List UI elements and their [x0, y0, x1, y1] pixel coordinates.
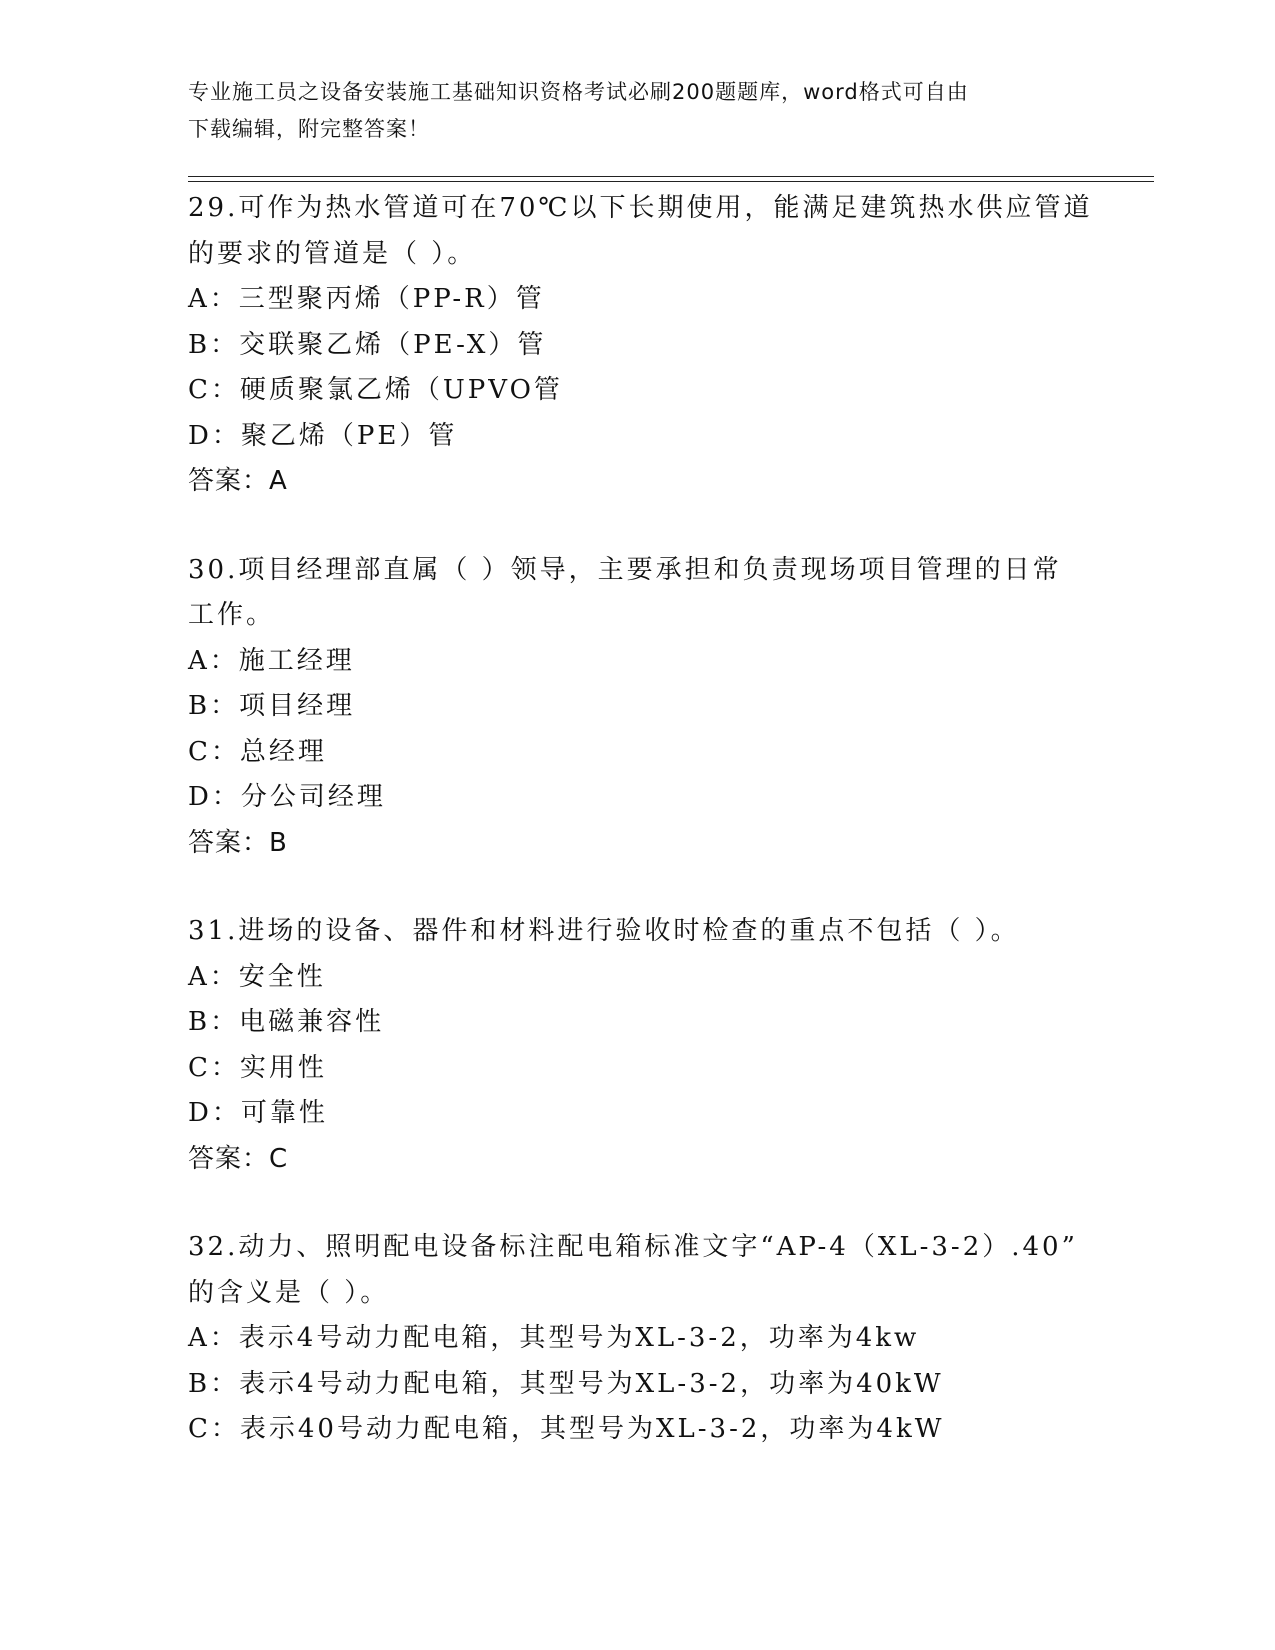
option-b: B：表示4号动力配电箱，其型号为XL-3-2，功率为40kW: [188, 1368, 944, 1399]
question-list: [188, 186, 1138, 1496]
option-c: C：表示40号动力配电箱，其型号为XL-3-2，功率为4kW: [188, 1414, 945, 1444]
option-c: C：总经理: [188, 736, 327, 767]
option-b: B：项目经理: [188, 691, 356, 721]
option-a: A：安全性: [188, 961, 326, 992]
option-c: C：硬质聚氯乙烯（UPVO管: [188, 375, 563, 405]
option-a: A：三型聚丙烯（PP-R）管: [188, 284, 545, 314]
answer: 答案：B: [188, 827, 288, 858]
question-stem-line: 的含义是（ ）。: [188, 1277, 390, 1308]
header-divider-top: [188, 176, 1154, 177]
question-stem-line: 30.项目经理部直属（ ）领导，主要承担和负责现场项目管理的日常: [188, 554, 1062, 585]
question-stem-line: 29.可作为热水管道可在70℃以下长期使用，能满足建筑热水供应管道: [188, 193, 1093, 223]
header-line-1: 专业施工员之设备安装施工基础知识资格考试必刷200题题库，word格式可自由: [188, 80, 969, 104]
question-29: [188, 186, 1138, 505]
header-divider-bottom: [188, 181, 1154, 182]
question-30: [188, 548, 1138, 867]
question-stem-line: 32.动力、照明配电设备标注配电箱标准文字“AP-4（XL-3-2）.40”: [188, 1232, 1078, 1262]
question-stem-line: 工作。: [188, 600, 276, 630]
option-d: D：可靠性: [188, 1098, 328, 1128]
header-line-2: 下载编辑，附完整答案！: [188, 117, 430, 141]
document-header: [188, 74, 1088, 148]
option-d: D：聚乙烯（PE）管: [188, 420, 458, 451]
option-b: B：电磁兼容性: [188, 1007, 385, 1037]
option-c: C：实用性: [188, 1052, 327, 1083]
option-b: B：交联聚乙烯（PE-X）管: [188, 329, 547, 360]
question-31: [188, 909, 1138, 1182]
option-d: D：分公司经理: [188, 782, 386, 812]
answer: 答案：A: [188, 466, 288, 496]
question-stem-line: 31.进场的设备、器件和材料进行验收时检查的重点不包括（ ）。: [188, 916, 1020, 946]
option-a: A：表示4号动力配电箱，其型号为XL-3-2，功率为4kw: [188, 1323, 920, 1353]
question-stem-line: 的要求的管道是（ ）。: [188, 238, 477, 269]
answer: 答案：C: [188, 1143, 289, 1174]
option-a: A：施工经理: [188, 645, 355, 676]
question-32: [188, 1225, 1138, 1453]
